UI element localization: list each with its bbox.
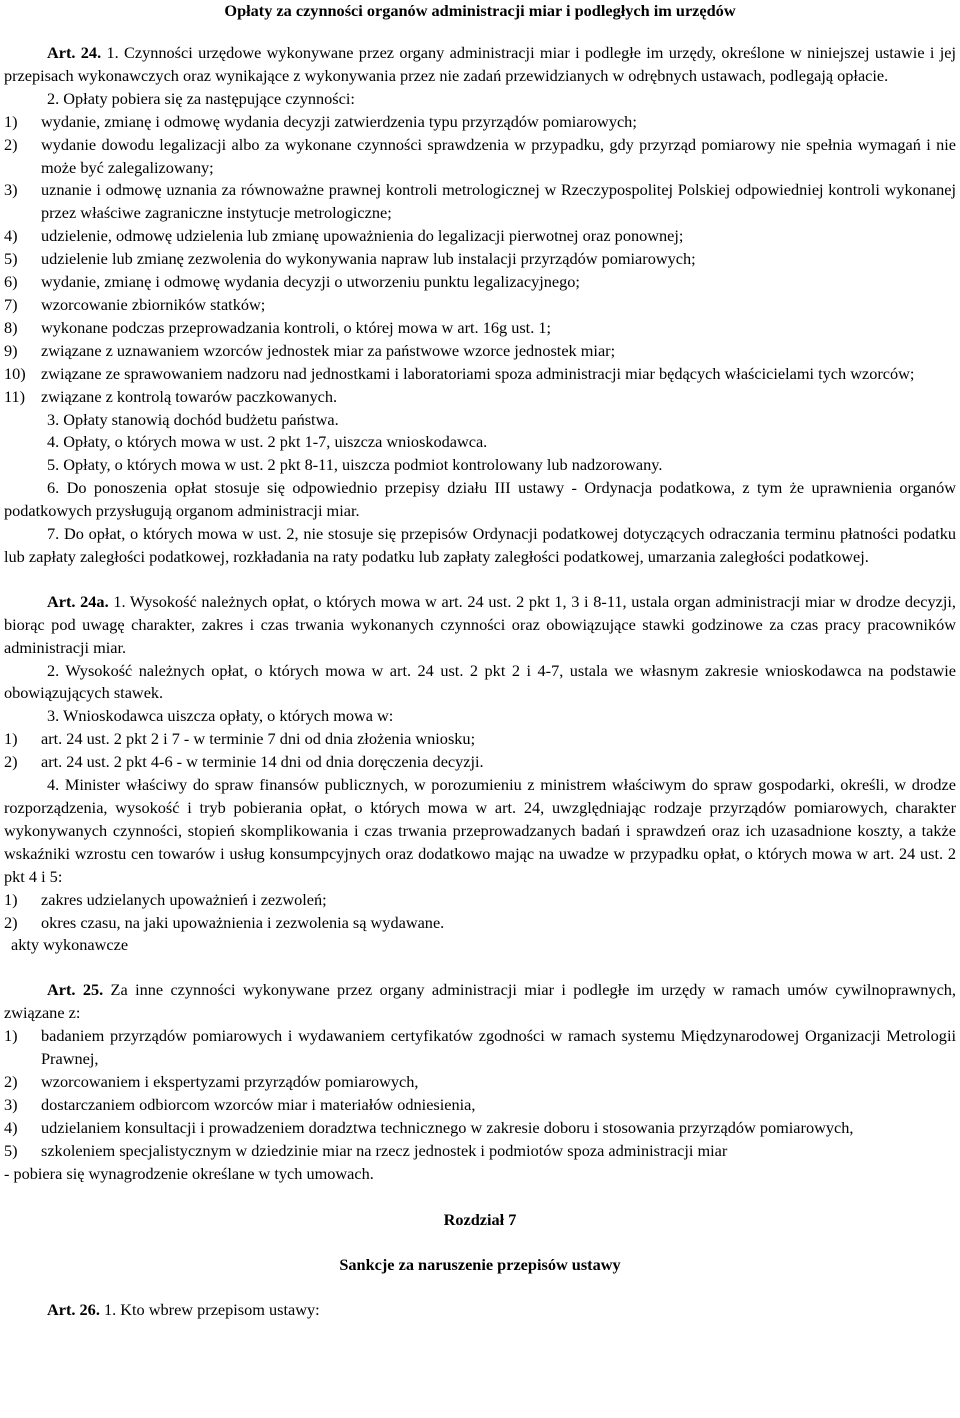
art25-heading: Art. 25. bbox=[47, 980, 104, 1000]
art24-item-list bbox=[4, 111, 956, 409]
art24-para-6: 6. Do ponoszenia opłat stosuje się odpowiednio przepisy działu III ustawy - Ordynacja podatkowa, z tym że uprawnienia organów podatkowych przysługują organom administracji miar. bbox=[4, 478, 956, 521]
list-item-number: 9) bbox=[4, 340, 18, 360]
list-item bbox=[4, 386, 956, 409]
art25-para-1-text: Za inne czynności wykonywane przez organy administracji miar i podległe im urzędy w ramach umów cywilnoprawnych, związane z: bbox=[4, 980, 957, 1023]
list-item-number: 1) bbox=[4, 729, 18, 749]
article-24a bbox=[4, 591, 956, 958]
art24-para-5: 5. Opłaty, o których mowa w ust. 2 pkt 8-11, uiszcza podmiot kontrolowany lub nadzorowany. bbox=[47, 455, 663, 475]
list-item-text: zakres udzielanych upoważnień i zezwoleń; bbox=[41, 889, 327, 909]
art24-para-2: 2. Opłaty pobiera się za następujące czynności: bbox=[47, 88, 355, 108]
chapter-title: Sankcje za naruszenie przepisów ustawy bbox=[339, 1255, 621, 1275]
list-item-number: 4) bbox=[4, 226, 18, 246]
art24-para-7: 7. Do opłat, o których mowa w ust. 2, nie stosuje się przepisów Ordynacji podatkowej dotyczących odraczania terminu płatności podatku lub zapłaty zaległości podatkowej, rozkładania na raty podatku lub zapłaty zaległości podatkowej, umarzania zaległości podatkowej. bbox=[4, 524, 956, 566]
list-item bbox=[4, 294, 956, 317]
list-item-number: 5) bbox=[4, 1140, 18, 1160]
art24a-item-list-3 bbox=[4, 728, 956, 774]
article-24 bbox=[4, 42, 956, 569]
list-item bbox=[4, 1117, 956, 1140]
list-item-number: 4) bbox=[4, 1117, 18, 1137]
list-item bbox=[4, 1071, 956, 1094]
list-item bbox=[4, 751, 956, 774]
list-item bbox=[4, 1094, 956, 1117]
akty-wykonawcze-link[interactable]: akty wykonawcze bbox=[11, 935, 129, 955]
chapter-label: Rozdział 7 bbox=[443, 1209, 517, 1229]
art26-para-1-text: 1. Kto wbrew przepisom ustawy: bbox=[103, 1300, 320, 1320]
list-item-text: uznanie i odmowę uznania za równoważne prawnej kontroli metrologicznej w Rzeczypospolitej Polskiej odpowiedniej kontroli wykonanej przez właściwe zagraniczne instytucje metrologiczne; bbox=[41, 180, 956, 223]
art24a-item-list-4 bbox=[4, 889, 956, 935]
list-item-number: 8) bbox=[4, 317, 18, 337]
art25-closing: - pobiera się wynagrodzenie określane w tych umowach. bbox=[4, 1163, 374, 1183]
art25-item-list bbox=[4, 1025, 956, 1162]
list-item-number: 3) bbox=[4, 180, 18, 200]
list-item-number: 10) bbox=[4, 363, 26, 383]
art24a-para-3: 3. Wnioskodawca uiszcza opłaty, o których mowa w: bbox=[47, 706, 394, 726]
list-item-text: wydanie, zmianę i odmowę wydania decyzji zatwierdzenia typu przyrządów pomiarowych; bbox=[41, 111, 637, 131]
art25-para-1 bbox=[4, 979, 956, 1025]
list-item bbox=[4, 912, 956, 935]
list-item-text: udzielaniem konsultacji i prowadzeniem doradztwa technicznego w zakresie doboru i stosowania przyrządów pomiarowych, bbox=[41, 1117, 854, 1137]
art24-para-1 bbox=[4, 42, 956, 88]
list-item-number: 2) bbox=[4, 134, 18, 154]
art24-para-1-text: 1. Czynności urzędowe wykonywane przez organy administracji miar i podległe im urzędy, określone w niniejszej ustawie i jej przepisach wykonawczych oraz wynikające z wykonywania przez nie zadań przewidzianych w odrębnych ustawach, podlegają opłacie. bbox=[4, 43, 956, 85]
art24a-para-1-text: 1. Wysokość należnych opłat, o których mowa w art. 24 ust. 2 pkt 1, 3 i 8-11, ustala organ administracji miar w drodze decyzji, biorąc pod uwagę charakter, zakres i czas trwania wykonanych czynności oraz obowiązujące stawki godzinowe za czas pracy pracowników administracji miar. bbox=[4, 591, 956, 657]
art24a-para-2: 2. Wysokość należnych opłat, o których mowa w art. 24 ust. 2 pkt 2 i 4-7, ustala we własnym zakresie wnioskodawca na podstawie obowiązujących stawek. bbox=[4, 660, 956, 703]
list-item-number: 1) bbox=[4, 111, 18, 131]
list-item-number: 7) bbox=[4, 294, 18, 314]
list-item bbox=[4, 340, 956, 363]
list-item-number: 5) bbox=[4, 249, 18, 269]
list-item-text: dostarczaniem odbiorcom wzorców miar i materiałów odniesienia, bbox=[41, 1094, 476, 1114]
list-item-number: 2) bbox=[4, 912, 18, 932]
list-item-text: szkoleniem specjalistycznym w dziedzinie miar na rzecz jednostek i podmiotów spoza administracji miar bbox=[41, 1140, 728, 1160]
list-item-text: związane z kontrolą towarów paczkowanych. bbox=[41, 386, 338, 406]
list-item-text: art. 24 ust. 2 pkt 4-6 - w terminie 14 dni od dnia doręczenia decyzji. bbox=[41, 752, 484, 772]
art24a-heading: Art. 24a. bbox=[47, 591, 109, 611]
list-item bbox=[4, 179, 956, 225]
list-item-number: 1) bbox=[4, 889, 18, 909]
list-item-text: art. 24 ust. 2 pkt 2 i 7 - w terminie 7 dni od dnia złożenia wniosku; bbox=[41, 729, 476, 749]
list-item bbox=[4, 225, 956, 248]
list-item bbox=[4, 1025, 956, 1071]
list-item-text: badaniem przyrządów pomiarowych i wydawaniem certyfikatów zgodności w ramach systemu Międzynarodowej Organizacji Metrologii Prawnej, bbox=[41, 1026, 956, 1069]
list-item bbox=[4, 317, 956, 340]
list-item-text: udzielenie, odmowę udzielenia lub zmianę upoważnienia do legalizacji pierwotnej oraz ponownej; bbox=[41, 226, 684, 246]
list-item-number: 3) bbox=[4, 1094, 18, 1114]
art26-para-1 bbox=[4, 1299, 956, 1322]
list-item-number: 2) bbox=[4, 1071, 18, 1091]
list-item bbox=[4, 889, 956, 912]
list-item-number: 2) bbox=[4, 752, 18, 772]
list-item-text: wzorcowaniem i ekspertyzami przyrządów pomiarowych, bbox=[41, 1071, 419, 1091]
art24a-para-4: 4. Minister właściwy do spraw finansów publicznych, w porozumieniu z ministrem właściwym do spraw gospodarki, określi, w drodze rozporządzenia, wysokość i tryb pobierania opłat, o których mowa w art. 24, uwzględniając rodzaje przyrządów pomiarowych, charakter wykonywanych czynności, stopień skomplikowania i czas trwania przeprowadzanych badań i sprawdzeń oraz ich uzasadnione koszty, a także wskaźniki wzrostu cen towarów i usług konsumpcyjnych oraz dodatkowo mając na uwadze w przypadku opłat, o których mowa w art. 24 ust. 2 pkt 4 i 5: bbox=[4, 775, 956, 886]
list-item-text: związane ze sprawowaniem nadzoru nad jednostkami i laboratoriami spoza administracji miar będących właścicielami tych wzorców; bbox=[41, 363, 915, 383]
list-item bbox=[4, 271, 956, 294]
list-item bbox=[4, 728, 956, 751]
article-25 bbox=[4, 979, 956, 1185]
list-item bbox=[4, 134, 956, 180]
list-item bbox=[4, 111, 956, 134]
art24a-para-1 bbox=[4, 591, 956, 660]
art24-heading: Art. 24. bbox=[47, 43, 102, 62]
list-item bbox=[4, 248, 956, 271]
list-item-number: 1) bbox=[4, 1026, 18, 1046]
list-item-text: wzorcowanie zbiorników statków; bbox=[41, 294, 266, 314]
list-item-text: związane z uznawaniem wzorców jednostek miar za państwowe wzorce jednostek miar; bbox=[41, 340, 616, 360]
art24-para-3: 3. Opłaty stanowią dochód budżetu państwa. bbox=[47, 409, 339, 429]
list-item bbox=[4, 1140, 956, 1163]
list-item-text: wydanie, zmianę i odmowę wydania decyzji o utworzeniu punktu legalizacyjnego; bbox=[41, 272, 580, 292]
art26-heading: Art. 26. bbox=[47, 1300, 100, 1320]
list-item-number: 11) bbox=[4, 386, 26, 406]
list-item-number: 6) bbox=[4, 272, 18, 292]
list-item-text: udzielenie lub zmianę zezwolenia do wykonywania napraw lub instalacji przyrządów pomiarowych; bbox=[41, 249, 696, 269]
list-item bbox=[4, 363, 956, 386]
list-item-text: okres czasu, na jaki upoważnienia i zezwolenia są wydawane. bbox=[41, 912, 445, 932]
document-title: Opłaty za czynności organów administracji miar i podległych im urzędów bbox=[224, 1, 736, 20]
list-item-text: wydanie dowodu legalizacji albo za wykonane czynności sprawdzenia w przypadku, gdy przyrząd pomiarowy nie spełnia wymagań i nie może być zalegalizowany; bbox=[41, 134, 956, 177]
art24-para-4: 4. Opłaty, o których mowa w ust. 2 pkt 1-7, uiszcza wnioskodawca. bbox=[47, 432, 488, 452]
list-item-text: wykonane podczas przeprowadzania kontroli, o której mowa w art. 16g ust. 1; bbox=[41, 317, 551, 337]
